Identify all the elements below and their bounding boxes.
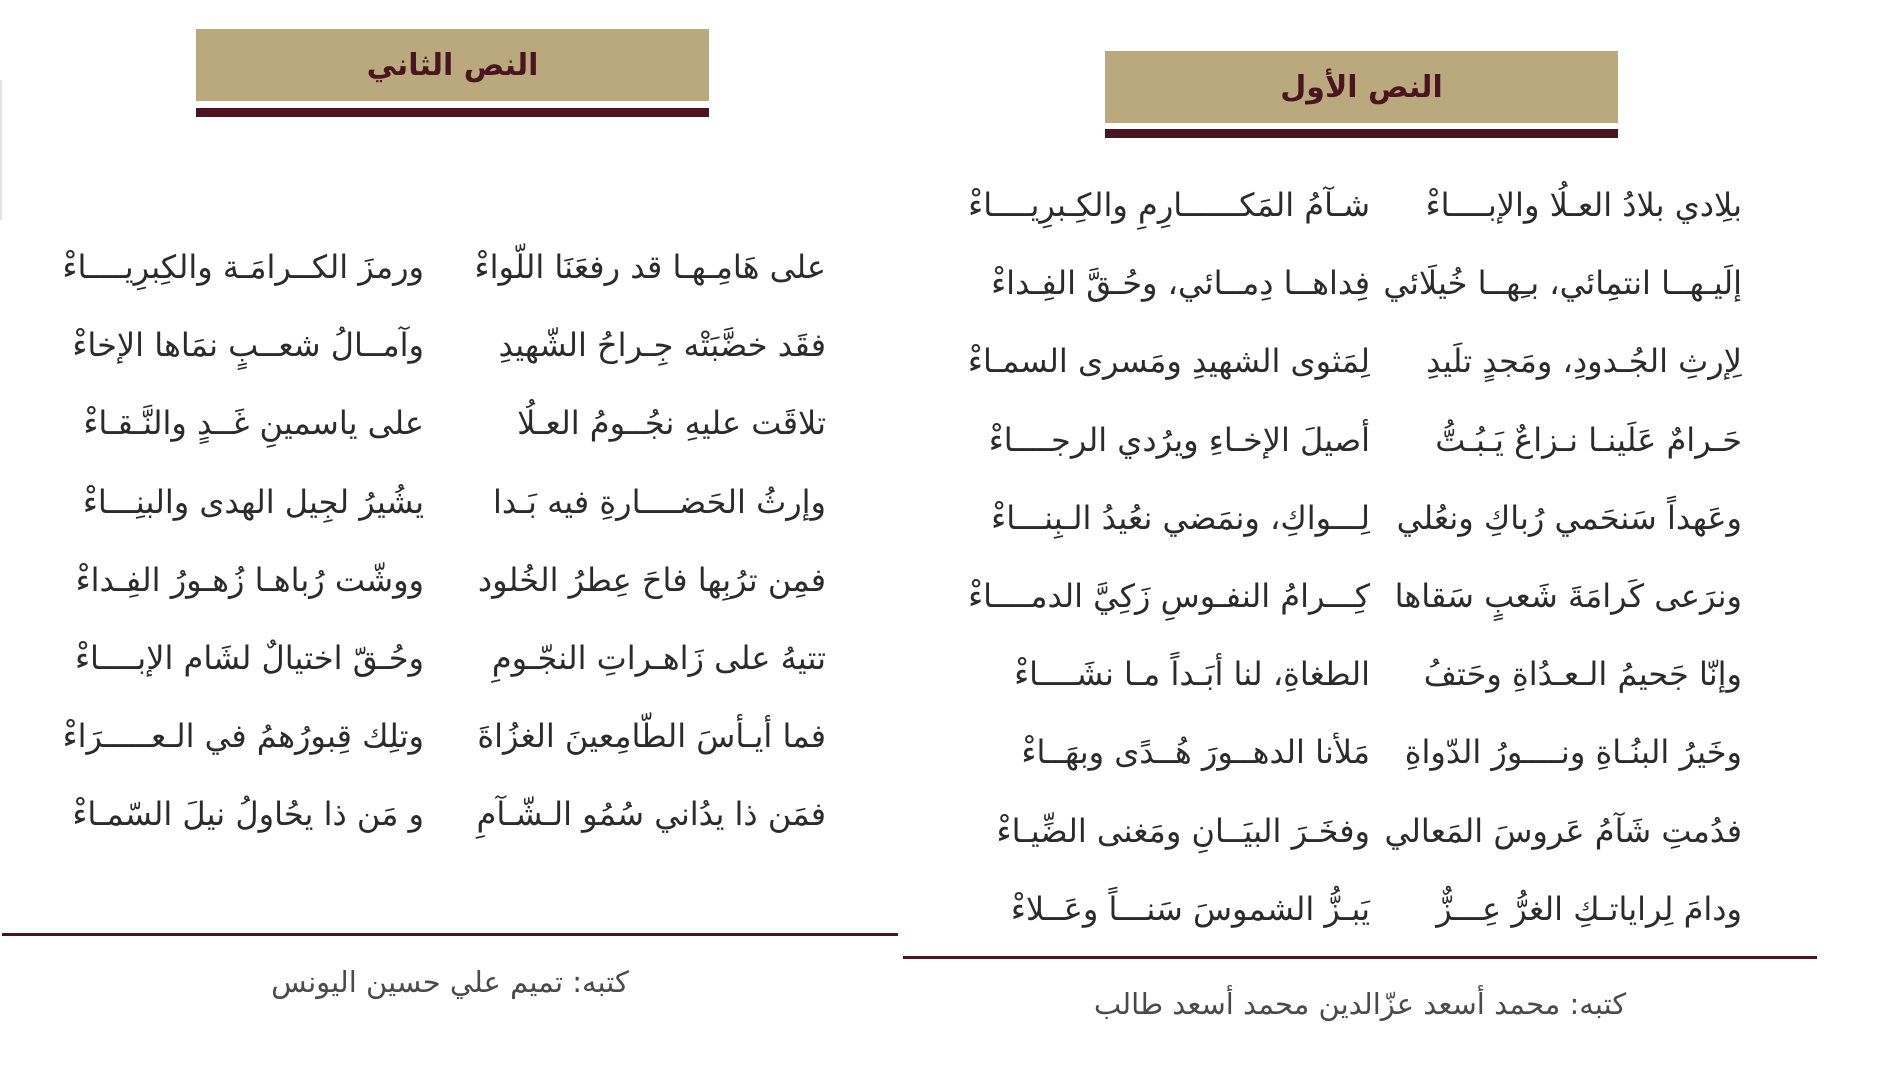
verse-first-hemistich: وإنّا جَحيمُ الـعـدُاةِ وحَتفُ — [1423, 655, 1742, 694]
verse-second-hemistich: شـآمُ المَكــــــارِمِ والكِـبرِيــــاءْ — [968, 186, 1370, 224]
verse-first-hemistich: وخَيرُ البنُـاةِ ونــــورُ الدّواةِ — [1404, 733, 1742, 772]
verse-first-hemistich: فمِن ترُبِها فاحَ عِطرُ الخُلود — [477, 560, 826, 599]
verse-first-hemistich: وعَهداً سَنحَمي رُباكِ ونعُلي — [1396, 498, 1742, 537]
verse-first-hemistich: إلَيـهــا انتمِائي، بـِهــا خُيلَائي — [1383, 264, 1742, 303]
text1-author: كتبه: محمد أسعد عزّالدين محمد أسعد طالب — [1093, 987, 1627, 1021]
verse-row — [0, 655, 1892, 701]
verse-second-hemistich: على ياسمينِ غَــدٍ والنَّـقـاءْ — [83, 404, 424, 443]
verse-first-hemistich: وإرثُ الحَضــــارةِ فيه بَـدا — [492, 482, 826, 521]
verse-first-hemistich: فمَن ذا يدُاني سُمُو الـشّـآمِ — [476, 795, 826, 834]
verse-first-hemistich: لِإرثِ الجُـدودِ، ومَجدٍ تلَيدِ — [1426, 342, 1742, 381]
text1-title: النص الأول — [1105, 51, 1618, 123]
verse-row — [0, 890, 1892, 936]
verse-row — [0, 577, 1892, 623]
text2-title: النص الثاني — [196, 29, 709, 101]
verse-first-hemistich: على هَامِـهـا قد رفعَنَا اللّواءْ — [474, 248, 826, 286]
verse-first-hemistich: حَـرامٌ عَلَينـا نـزاعٌ يَـبُـتُّ — [1435, 420, 1742, 459]
verse-row — [0, 342, 1892, 388]
verse-first-hemistich: ونرَعى كَرامَةَ شَعبٍ سَقاها — [1394, 577, 1742, 615]
verse-first-hemistich: ودامَ لِراياتـكِ الغرُّ عِـــزٌّ — [1436, 889, 1742, 928]
verse-second-hemistich: وفخَـرَ البيَــانِ ومَغنى الضِّيـاءْ — [996, 811, 1370, 850]
verse-row — [0, 186, 1892, 232]
verse-first-hemistich: فدُمتِ شَآمُ عَروسَ المَعالي — [1384, 811, 1742, 850]
verse-second-hemistich: لِـــواكِ، ونمَضي نعُيدُ الـبِنـــاءْ — [991, 498, 1370, 537]
verse-second-hemistich: كِـــرامُ النفـوسِ زَكِيَّ الدمــــاءْ — [968, 577, 1370, 615]
verse-first-hemistich: بلِادي بلادُ العـلُا والإبــــاءْ — [1425, 186, 1742, 224]
verse-first-hemistich: فقَد خضَّبَتْه جِـراحُ الشّهيدِ — [498, 326, 826, 365]
verse-first-hemistich: تتيهُ على زَاهـراتِ النجّـومِ — [491, 639, 826, 677]
verse-second-hemistich: وآمــالُ شعــبٍ نمَاها الإخاءْ — [72, 326, 424, 365]
verse-second-hemistich: ورمزَ الكــرامَـة والكِبرِيــــاءْ — [62, 248, 424, 286]
verse-second-hemistich: أصيلَ الإخـاءِ ويرُدي الرجــــاءْ — [988, 420, 1370, 459]
text1-title-rule — [1105, 129, 1618, 138]
verse-second-hemistich: مَلأنا الدهــورَ هُــدًى وبهَــاءْ — [1021, 733, 1370, 772]
verse-second-hemistich: و مَن ذا يحُاولُ نيلَ السّمـاءْ — [72, 795, 424, 834]
verse-second-hemistich: فِداهــا دِمــائي، وحُـقَّ الفِـداءْ — [991, 264, 1370, 303]
verse-row — [0, 264, 1892, 310]
verse-row — [0, 499, 1892, 545]
verse-second-hemistich: وتلِك قِبورُهمُ في الـعـــــرَاءْ — [62, 717, 424, 756]
verse-first-hemistich: فما أيـأسَ الطّامِعينَ الغزُاةَ — [477, 717, 826, 756]
verse-second-hemistich: ووشّت رُباهـا زُهـورُ الفِـداءْ — [75, 560, 424, 599]
verse-first-hemistich: تلاقَت عليهِ نجُــومُ العـلُا — [517, 404, 826, 443]
text2-title-rule — [196, 108, 709, 117]
text2-author: كتبه: تميم علي حسين اليونس — [271, 965, 629, 999]
verse-second-hemistich: الطغاةِ، لنا أبَـداً مـا نشَــــاءْ — [1014, 655, 1370, 694]
verse-row — [0, 812, 1892, 858]
verse-row — [0, 733, 1892, 779]
verse-second-hemistich: وحُـقّ اختيالٌ لشَام الإبــــاءْ — [75, 639, 424, 677]
verse-second-hemistich: يَبـزُّ الشموسَ سَنـــاً وعَــلاءْ — [1010, 889, 1370, 928]
verse-row — [0, 421, 1892, 467]
verse-second-hemistich: يشُيرُ لجِيل الهدى والبنِـــاءْ — [82, 482, 424, 521]
text1-bottom-rule — [903, 956, 1817, 959]
verse-second-hemistich: لِمَثوى الشهيدِ ومَسرى السمـاءْ — [967, 342, 1370, 381]
